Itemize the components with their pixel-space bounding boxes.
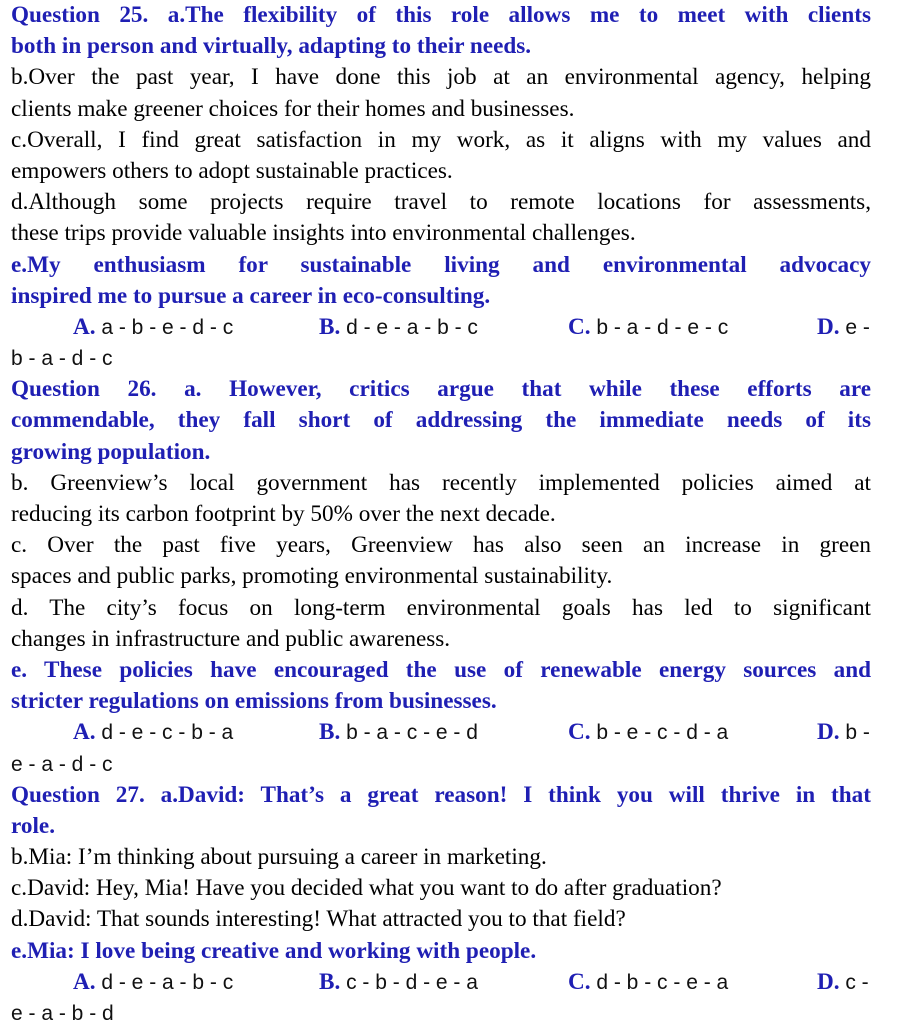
sentence-text: a.David: That’s a great reason! I think you will thrive in that <box>160 781 871 808</box>
question-block <box>11 780 871 1029</box>
question-line <box>11 811 871 842</box>
answer-option[interactable] <box>817 967 869 998</box>
question-line <box>11 655 871 686</box>
option-continuation: b - a - d - c <box>11 347 113 371</box>
question-line <box>11 468 871 499</box>
question-line <box>11 842 871 873</box>
answer-option[interactable] <box>568 717 728 748</box>
answer-option[interactable] <box>817 312 870 343</box>
option-letter: B. <box>319 313 341 340</box>
sentence-text: these trips provide valuable insights into environmental challenges. <box>11 220 636 247</box>
question-line <box>11 250 871 281</box>
sentence-text: c.Overall, I find great satisfaction in my work, as it aligns with my values and <box>11 126 871 153</box>
sentence-text: c. Over the past five years, Greenview has also seen an increase in green <box>11 532 871 559</box>
sentence-text: e. These policies have encouraged the use of renewable energy sources and <box>11 656 871 683</box>
sentence-text: b.Mia: I’m thinking about pursuing a career in marketing. <box>11 844 547 871</box>
option-letter: B. <box>319 968 341 995</box>
question-line <box>11 936 871 967</box>
option-sequence: c - b - d - e - a <box>346 970 478 994</box>
option-continuation: e - a - b - d <box>11 1002 114 1025</box>
option-continuation: e - a - d - c <box>11 752 113 776</box>
sentence-text: inspired me to pursue a career in eco-consulting. <box>11 282 491 309</box>
option-sequence: e - <box>845 315 870 339</box>
answer-option[interactable] <box>319 717 478 748</box>
option-letter: D. <box>817 313 840 340</box>
sentence-text: growing population. <box>11 438 211 465</box>
answer-options <box>11 312 871 343</box>
sentence-text: commendable, they fall short of addressing the immediate needs of its <box>11 407 871 434</box>
question-line <box>11 31 871 62</box>
sentence-text: e.My enthusiasm for sustainable living and environmental advocacy <box>11 251 871 278</box>
option-sequence: b - a - c - e - d <box>346 721 478 745</box>
question-number: Question 26. <box>11 376 157 403</box>
option-sequence: d - e - c - b - a <box>101 721 234 745</box>
question-number: Question 27. <box>11 781 145 808</box>
question-line <box>11 686 871 717</box>
option-letter: A. <box>73 968 96 995</box>
question-line <box>11 62 871 93</box>
question-line <box>11 125 871 156</box>
option-sequence: b - a - d - e - c <box>596 315 729 339</box>
question-line <box>11 530 871 561</box>
option-sequence: d - b - c - e - a <box>596 970 729 994</box>
answer-options <box>11 967 871 998</box>
sentence-text: spaces and public parks, promoting environmental sustainability. <box>11 563 613 590</box>
question-line <box>11 218 871 249</box>
question-line <box>11 156 871 187</box>
sentence-text: reducing its carbon footprint by 50% over the next decade. <box>11 501 556 527</box>
option-sequence: b - <box>845 721 870 745</box>
sentence-text: b. Greenview’s local government has recently implemented policies aimed at <box>11 469 871 496</box>
option-sequence: c - <box>845 970 869 994</box>
question-line <box>11 187 871 218</box>
option-letter: C. <box>568 719 591 746</box>
question-line <box>11 281 871 312</box>
option-letter: D. <box>817 719 840 746</box>
sentence-text: d.Although some projects require travel to remote locations for assessments, <box>11 189 871 216</box>
question-line <box>11 624 871 655</box>
answer-option[interactable] <box>319 312 478 343</box>
sentence-text: clients make greener choices for their homes and businesses. <box>11 95 575 122</box>
sentence-text: a.The flexibility of this role allows me to meet with clients <box>167 2 871 28</box>
option-letter: B. <box>319 719 341 746</box>
option-letter: A. <box>73 313 96 340</box>
question-line <box>11 499 871 530</box>
option-letter: C. <box>568 968 591 995</box>
sentence-text: changes in infrastructure and public awareness. <box>11 625 451 652</box>
sentence-text: d.David: That sounds interesting! What attracted you to that field? <box>11 906 626 933</box>
option-sequence: a - b - e - d - c <box>101 315 234 339</box>
option-sequence: d - e - a - b - c <box>101 970 234 994</box>
sentence-text: empowers others to adopt sustainable practices. <box>11 157 453 184</box>
sentence-text: a. However, critics argue that while these efforts are <box>184 376 871 403</box>
answer-option[interactable] <box>817 717 870 748</box>
answer-option[interactable] <box>568 967 728 998</box>
sentence-text: role. <box>11 812 55 839</box>
question-line <box>11 405 871 436</box>
answer-option[interactable] <box>568 312 728 343</box>
question-line <box>11 374 871 405</box>
document-page <box>11 0 871 1029</box>
option-letter: A. <box>73 719 96 746</box>
sentence-text: both in person and virtually, adapting to their needs. <box>11 33 532 60</box>
question-block <box>11 374 871 779</box>
answer-options <box>11 717 871 748</box>
option-sequence: d - e - a - b - c <box>346 315 478 339</box>
sentence-text: c.David: Hey, Mia! Have you decided what you want to do after graduation? <box>11 875 722 902</box>
sentence-text: stricter regulations on emissions from businesses. <box>11 688 497 715</box>
option-letter: C. <box>568 313 591 340</box>
option-letter: D. <box>817 968 840 995</box>
question-line <box>11 437 871 468</box>
answer-option[interactable] <box>73 717 233 748</box>
sentence-text: b.Over the past year, I have done this job at an environmental agency, helping <box>11 64 871 91</box>
question-line <box>11 873 871 904</box>
question-line <box>11 904 871 935</box>
sentence-text: d. The city’s focus on long-term environmental goals has led to significant <box>11 594 871 621</box>
question-block <box>11 0 871 374</box>
sentence-text: e.Mia: I love being creative and working with people. <box>11 937 537 964</box>
answer-option[interactable] <box>73 312 233 343</box>
question-line <box>11 0 871 31</box>
question-line <box>11 780 871 811</box>
question-line <box>11 561 871 592</box>
question-number: Question 25. <box>11 2 149 28</box>
answer-option[interactable] <box>319 967 478 998</box>
question-line <box>11 94 871 125</box>
answer-option[interactable] <box>73 967 233 998</box>
question-line <box>11 593 871 624</box>
option-sequence: b - e - c - d - a <box>596 721 729 745</box>
